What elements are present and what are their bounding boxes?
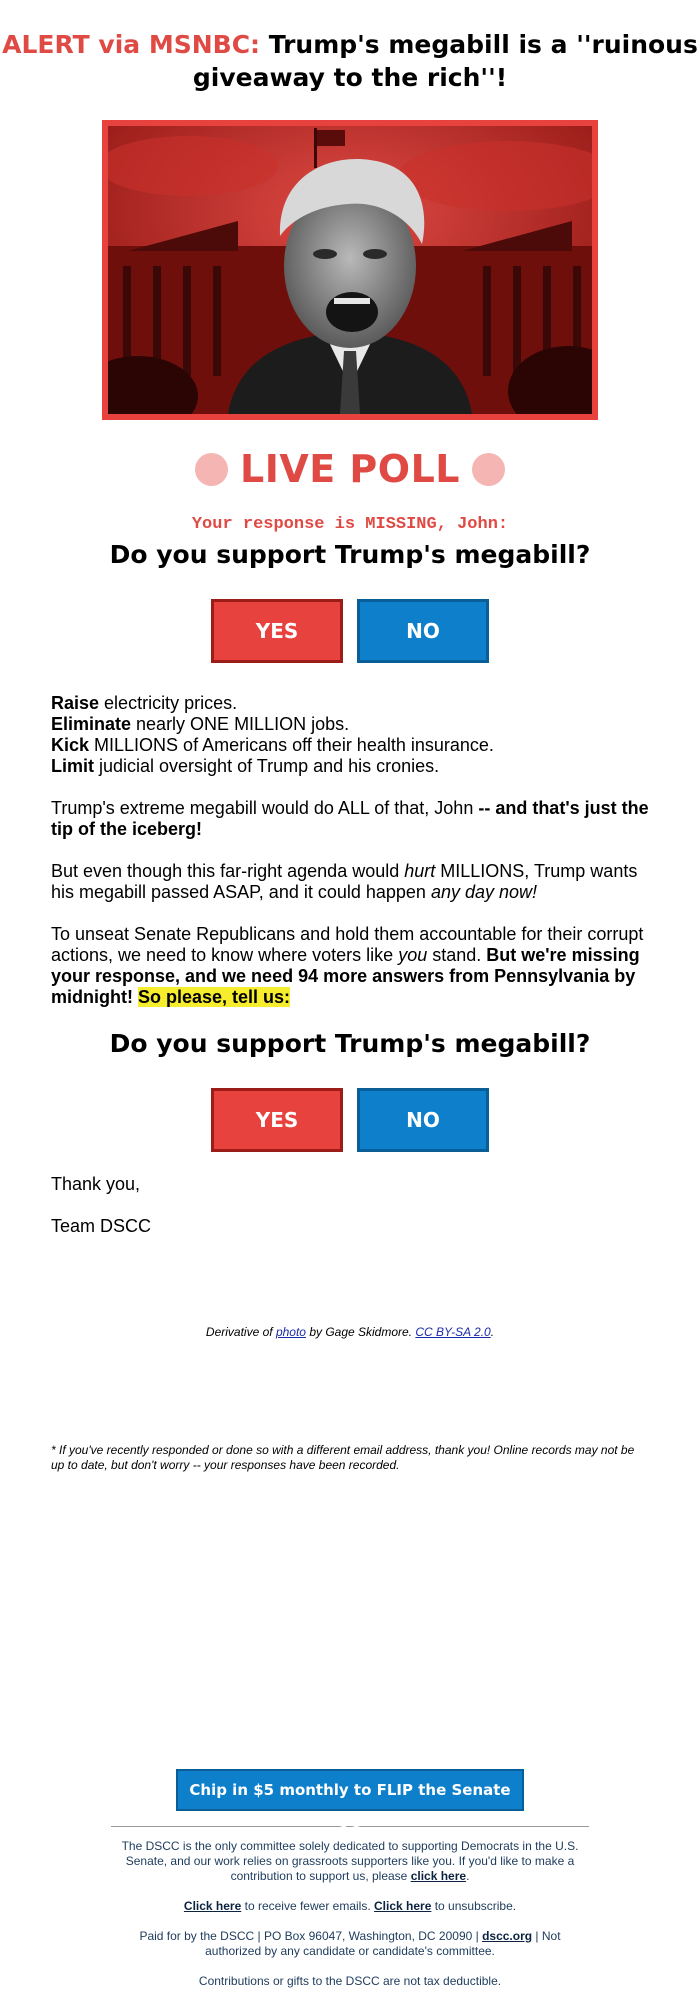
footer-paid-for: [120, 1929, 580, 1959]
paragraph-missing: [51, 924, 649, 1008]
no-button-2[interactable]: NO: [357, 1088, 489, 1152]
chip-in-button[interactable]: Chip in $5 monthly to FLIP the Senate >>: [176, 1769, 524, 1811]
live-poll-label: LIVE POLL: [239, 447, 461, 491]
impact-1-text: electricity prices.: [99, 693, 238, 713]
poll-question-top: Do you support Trump's megabill?: [109, 540, 591, 569]
impact-3-text: MILLIONS of Americans off their health insurance.: [89, 735, 494, 755]
headline: [0, 0, 700, 94]
unsub-text: to unsubscribe.: [431, 1899, 517, 1913]
live-dot-right: [472, 453, 505, 486]
p2-italic-anyday: any day now!: [430, 882, 538, 902]
paid-text-a: Paid for by the DSCC | PO Box 96047, Washington, DC 20090 |: [139, 1929, 483, 1943]
yes-button[interactable]: YES: [211, 599, 343, 663]
impact-1-bold: Raise: [51, 693, 100, 713]
footer: [120, 1839, 580, 1989]
footer-tax: Contributions or gifts to the DSCC are not tax deductible.: [198, 1974, 502, 1988]
yes-button-2[interactable]: YES: [211, 1088, 343, 1152]
footer-email-prefs: [120, 1899, 580, 1914]
photo-link[interactable]: photo: [275, 1325, 306, 1339]
paragraph-asap: [51, 861, 649, 903]
poll-question-bottom: Do you support Trump's megabill?: [109, 1029, 591, 1058]
live-poll-banner: [0, 447, 700, 493]
thanks-text: Thank you,: [51, 1174, 141, 1194]
credit-text-b: by Gage Skidmore.: [305, 1325, 416, 1339]
impact-list: [51, 693, 649, 777]
paid-text-b: | Not authorized by any candidate or candidate's committee.: [205, 1929, 561, 1958]
impact-2-text: nearly ONE MILLION jobs.: [131, 714, 350, 734]
impact-4-bold: Limit: [51, 756, 94, 776]
trump-photo-illustration: [108, 126, 592, 414]
about-end: .: [466, 1869, 470, 1883]
p3-text-c: stand.: [427, 945, 487, 965]
no-button[interactable]: NO: [357, 599, 489, 663]
headline-prefix: ALERT via MSNBC:: [2, 30, 261, 59]
poll-buttons-bottom: [0, 1088, 700, 1152]
p1-bold: -- and that's just the tip of the iceberg!: [51, 798, 649, 839]
records-note: * If you've recently responded or done so with a different email address, thank you! Online records may not be up to date, but don't worry -- your responses have been recorded.: [51, 1443, 635, 1472]
fewer-text: to receive fewer emails.: [241, 1899, 374, 1913]
impact-3-bold: Kick: [51, 735, 90, 755]
fewer-emails-link[interactable]: Click here: [183, 1899, 242, 1913]
footer-about: [120, 1839, 580, 1884]
contribute-link[interactable]: click here: [410, 1869, 467, 1883]
about-text: The DSCC is the only committee solely dedicated to supporting Democrats in the U.S. Senate, and our work relies on grassroots supporters like you. If you'd like to make a contribution to support us, please: [121, 1839, 579, 1883]
missing-response-text: Your response is MISSING, John:: [191, 515, 509, 534]
live-dot-left: [195, 453, 228, 486]
p3-text-a: To unseat Senate Republicans and hold them accountable for their corrupt actions, we need to know where voters like: [51, 924, 644, 965]
p2-text-c: MILLIONS, Trump wants his megabill passed ASAP, and it could happen: [51, 861, 638, 902]
body-copy: [0, 693, 700, 1008]
headline-text: Trump's megabill is a ''ruinous giveaway to the rich''!: [192, 30, 698, 92]
credit-text-a: Derivative of: [205, 1325, 276, 1339]
impact-2-bold: Eliminate: [51, 714, 132, 734]
unsubscribe-link[interactable]: Click here: [374, 1899, 432, 1913]
dscc-site-link[interactable]: dscc.org: [482, 1929, 533, 1943]
p3-italic-you: you: [398, 945, 428, 965]
p3-bold: But we're missing your response, and we need 94 more answers from Pennsylvania by midnight!: [51, 945, 640, 1007]
team-name: Team DSCC: [51, 1216, 152, 1236]
p3-highlight: So please, tell us:: [138, 987, 291, 1007]
poll-buttons-top: [0, 599, 700, 663]
credit-text-c: .: [490, 1325, 495, 1339]
hero-image[interactable]: [102, 120, 598, 420]
p2-text-a: But even though this far-right agenda would: [51, 861, 405, 881]
p2-italic-hurt: hurt: [404, 861, 436, 881]
signoff: [0, 1174, 700, 1237]
p1-text: Trump's extreme megabill would do ALL of that, John: [51, 798, 479, 818]
license-link[interactable]: CC BY-SA 2.0: [415, 1325, 491, 1339]
photo-credit: [0, 1325, 700, 1339]
impact-4-text: judicial oversight of Trump and his cronies.: [94, 756, 440, 776]
paragraph-iceberg: [51, 798, 649, 840]
